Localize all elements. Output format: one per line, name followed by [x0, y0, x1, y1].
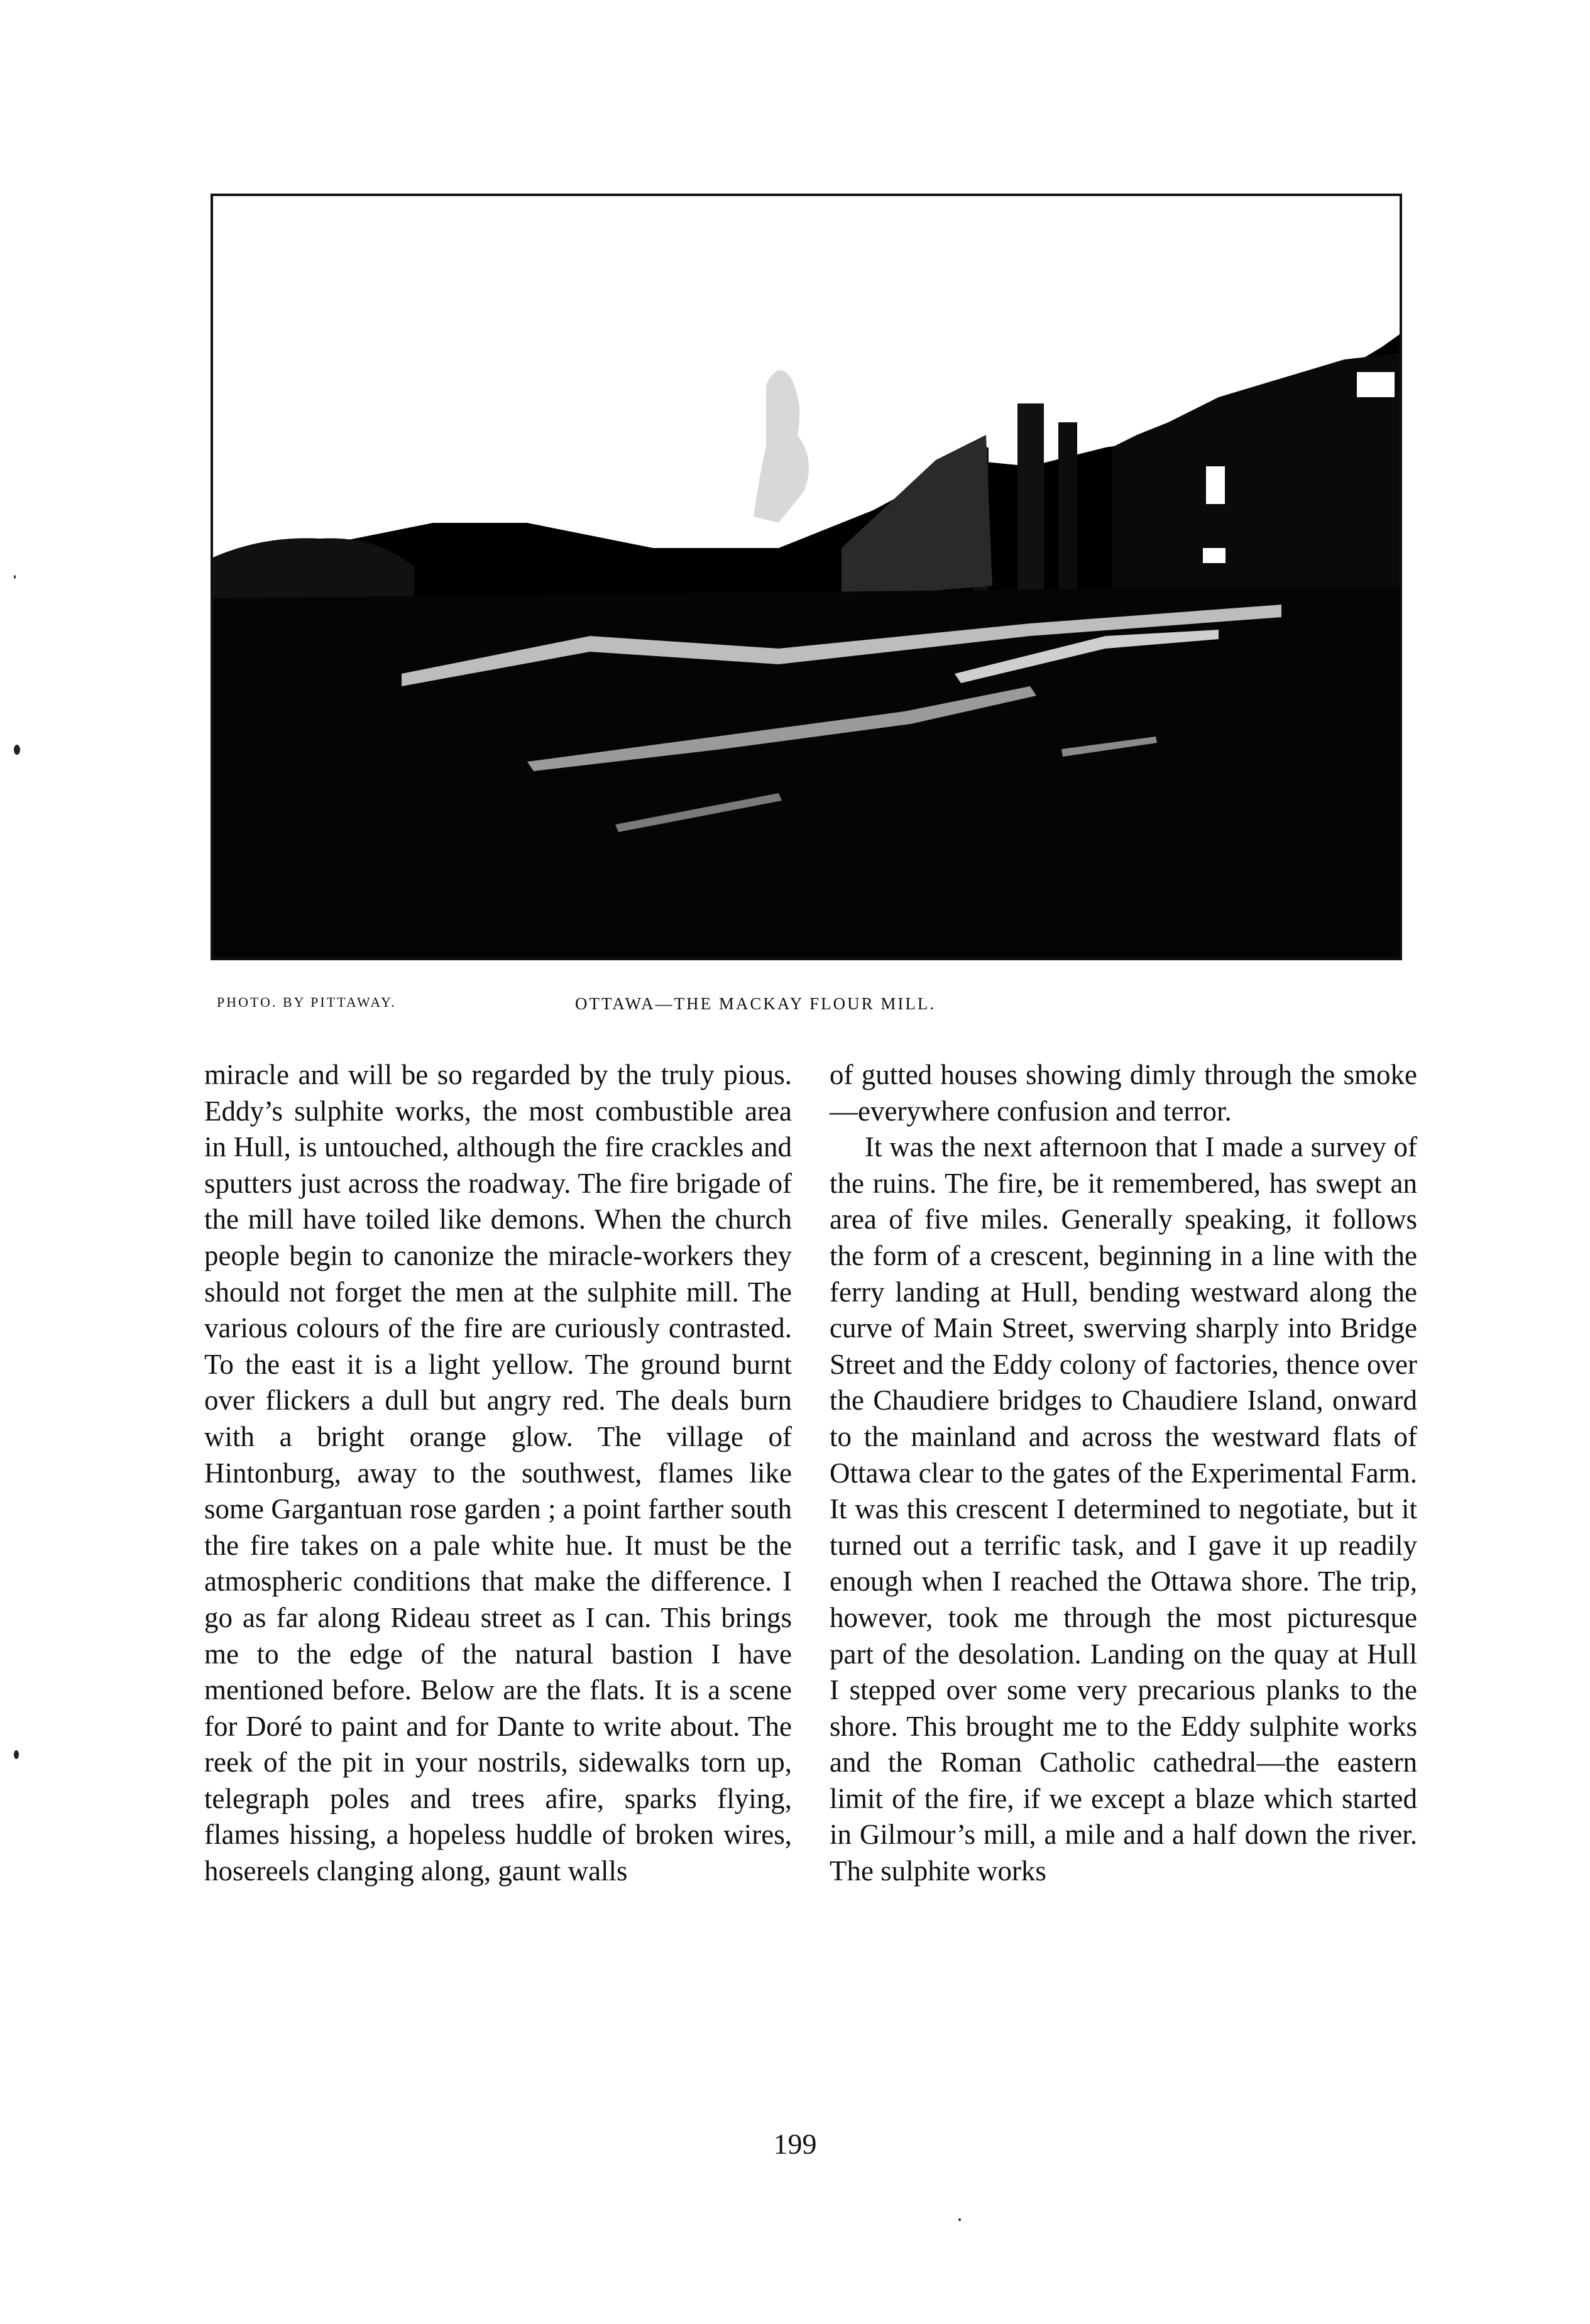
paragraph: It was the next afternoon that I made a survey of the ruins. The fire, be it remembered, has swept an area of five miles. Generally speaking, it follows the form of a crescent, beginning in a line with the ferry landing at Hull, bending westward along the curve of Main Street, swerving sharply into Bridge Street and the Eddy colony of factories, thence over the Chaudiere bridges to Chaudiere Island, onward to the mainland and across the westward flats of Ottawa clear to the gates of the Experimental Farm. It was this crescent I determined to negotiate, but it turned out a terrific task, and I gave it up readily enough when I reached the Ottawa shore. The trip, however, took me through the most picturesque part of the desolation. Landing on the quay at Hull I stepped over some very precarious planks to the shore. This brought me to the Eddy sulphite works and the Roman Catholic cathedral—the eastern limit of the fire, if we except a blaze which started in Gilmour’s mill, a mile and a half down the river. The sulphite works	[830, 1131, 1417, 1887]
page-number: 199	[773, 2128, 817, 2160]
photo-caption: OTTAWA—THE MACKAY FLOUR MILL.	[575, 994, 936, 1013]
right-column	[830, 1057, 1417, 1890]
paragraph: of gutted houses showing dimly through the smoke—everywhere confusion and terror.	[830, 1059, 1417, 1127]
photo-credit: PHOTO. BY PITTAWAY.	[217, 994, 397, 1010]
ruins-photo-image	[213, 196, 1400, 958]
ink-speck	[958, 2218, 961, 2221]
ink-speck	[14, 575, 16, 579]
left-column	[204, 1057, 792, 1890]
photograph-ruins	[211, 194, 1402, 960]
paragraph: miracle and will be so regarded by the truly pious. Eddy’s sulphite works, the most combustible area in Hull, is untouched, although the fire crackles and sputters just across the roadway. The fire brigade of the mill have toiled like demons. When the church people begin to canonize the miracle-workers they should not forget the men at the sulphite mill. The various colours of the fire are curiously contrasted. To the east it is a light yellow. The ground burnt over flickers a dull but angry red. The deals burn with a bright orange glow. The village of Hintonburg, away to the southwest, flames like some Gargantuan rose garden ; a point farther south the fire takes on a pale white hue. It must be the atmospheric conditions that make the difference. I go as far along Rideau street as I can. This brings me to the edge of the natural bastion I have mentioned before. Below are the flats. It is a scene for Doré to paint and for Dante to write about. The reek of the pit in your nostrils, sidewalks torn up, telegraph poles and trees afire, sparks flying, flames hissing, a hopeless huddle of broken wires, hosereels clanging along, gaunt walls	[204, 1059, 792, 1887]
ink-speck	[14, 745, 20, 755]
ink-speck	[14, 1750, 19, 1759]
